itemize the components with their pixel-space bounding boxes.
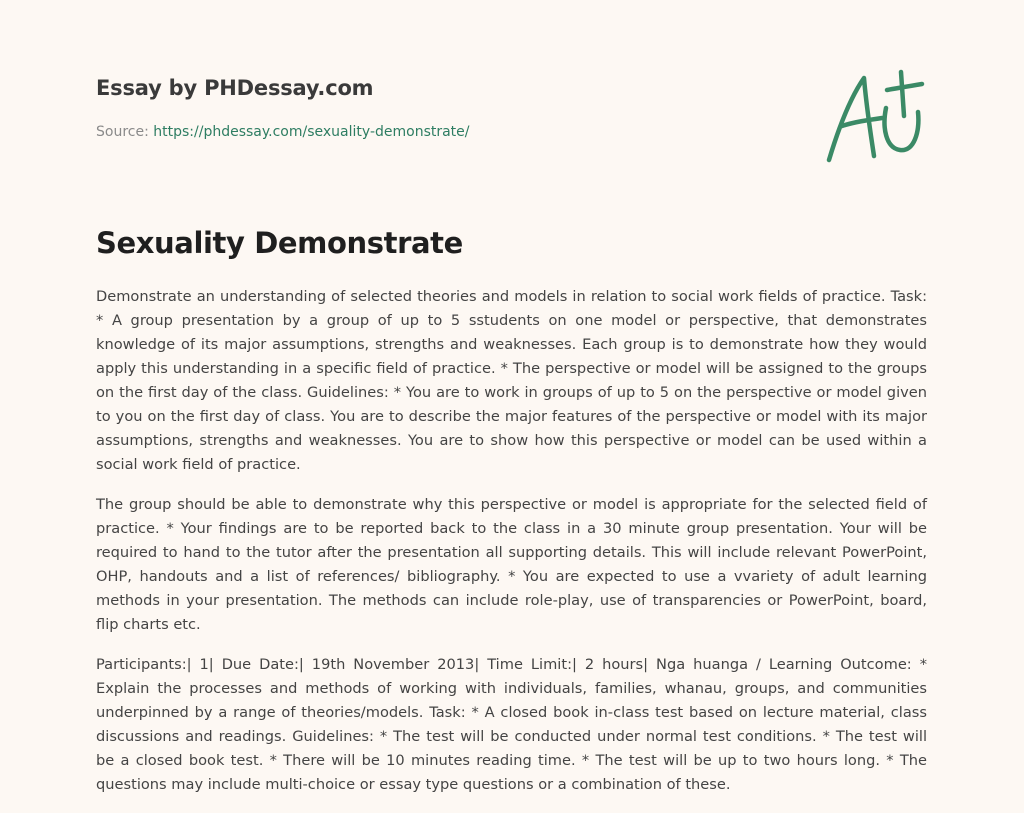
article-paragraph: Participants:| 1| Due Date:| 19th November 2013| Time Limit:| 2 hours| Nga huanga / Learning Outcome: * Explain the processes and methods of working with individuals, families, whanau, groups, and communities underpinned by a range of theories/models. Task: * A closed book in-class test based on lecture material, class discussions and readings. Guidelines: * The test will be conducted under normal test conditions. * The test will be a closed book test. * There will be 10 minutes reading time. * The test will be up to two hours long. * The questions may include multi-choice or essay type questions or a combination of these. — [96, 656, 927, 793]
source-label: Source: — [96, 124, 149, 140]
article-title: Sexuality Demonstrate — [96, 226, 463, 260]
source-link[interactable]: https://phdessay.com/sexuality-demonstrate/ — [153, 124, 470, 140]
source-line — [96, 124, 470, 140]
a-plus-logo-icon — [824, 66, 929, 166]
document-page — [96, 0, 927, 812]
brand-heading: Essay by PHDessay.com — [96, 76, 374, 100]
article-paragraph: Demonstrate an understanding of selected theories and models in relation to social work fields of practice. Task: * A group presentation by a group of up to 5 sstudents on one model or perspective, that demonstrates knowledge of its major assumptions, strengths and weaknesses. Each group is to demonstrate how they would apply this understanding in a specific field of practice. * The perspective or model will be assigned to the groups on the first day of the class. Guidelines: * You are to work in groups of up to 5 on the perspective or model given to you on the first day of class. You are to describe the major features of the perspective or model with its major assumptions, strengths and weaknesses. You are to show how this perspective or model can be used within a social work field of practice. — [96, 288, 927, 473]
article-body — [96, 285, 927, 813]
article-paragraph: The group should be able to demonstrate why this perspective or model is appropriate for the selected field of practice. * Your findings are to be reported back to the class in a 30 minute group presentation. Your will be required to hand to the tutor after the presentation all supporting details. This will include relevant PowerPoint, OHP, handouts and a list of references/ bibliography. * You are expected to use a vvariety of adult learning methods in your presentation. The methods can include role-play, use of transparencies or PowerPoint, board, flip charts etc. — [96, 496, 927, 633]
